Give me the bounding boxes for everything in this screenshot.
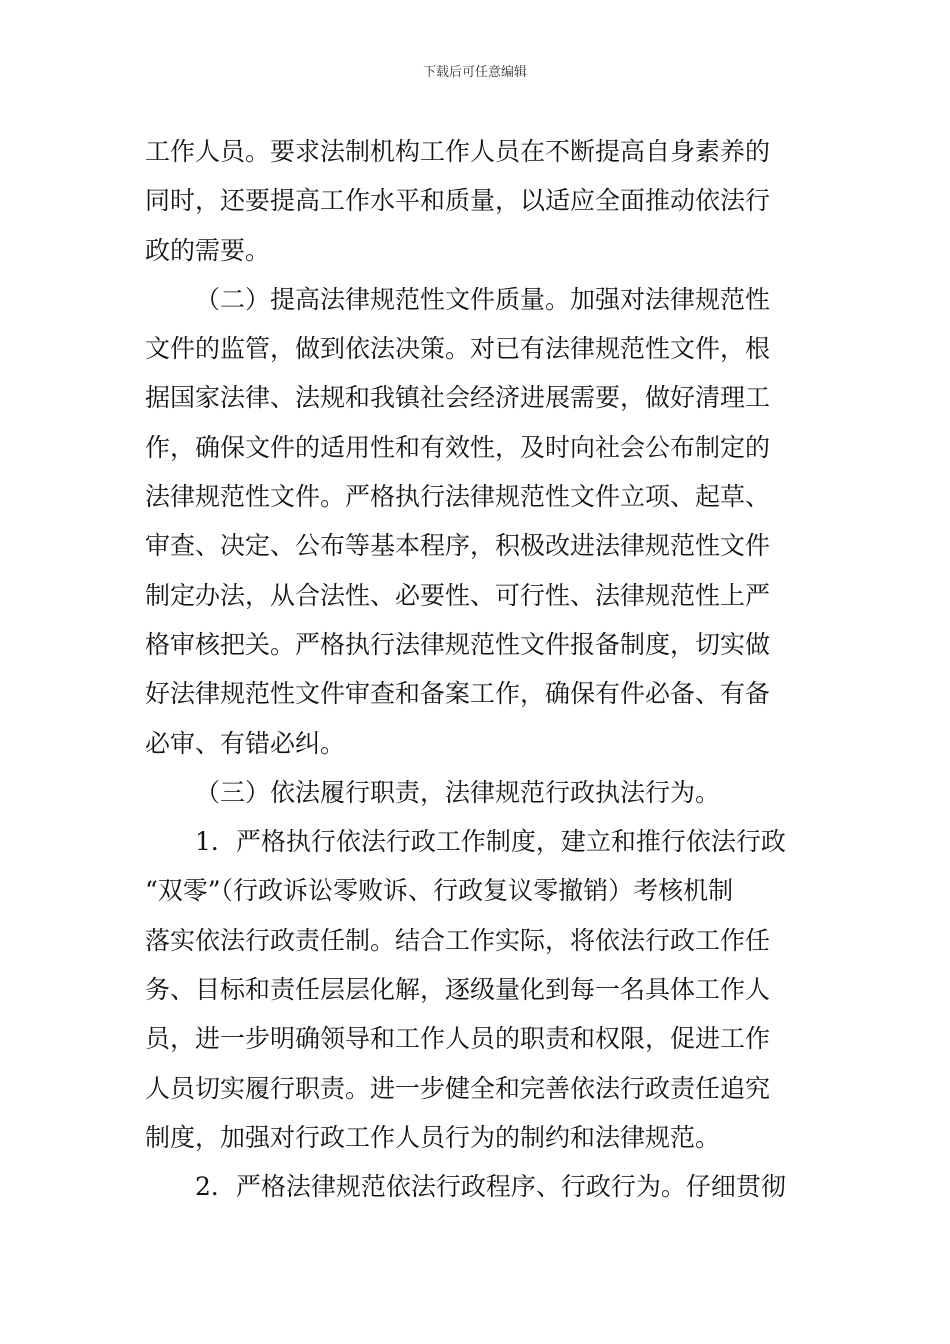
text-line: 审查、决定、公布等基本程序，积极改进法律规范性文件 bbox=[145, 531, 771, 561]
text-line: 好法律规范性文件审查和备案工作，确保有件必备、有备 bbox=[145, 679, 771, 709]
text-line: 工作人员。要求法制机构工作人员在不断提高自身素养的 bbox=[145, 137, 771, 166]
text-line: （三）依法履行职责，法律规范行政执法行为。 bbox=[195, 777, 721, 807]
text-line: 务、目标和责任层层化解，逐级量化到每一名具体工作人 bbox=[145, 975, 771, 1005]
text-line: 制定办法，从合法性、必要性、可行性、法律规范性上严 bbox=[145, 580, 771, 610]
text-line: “双零”（行政诉讼零败诉、行政复议零撤销）考核机制 bbox=[145, 876, 734, 906]
text-line: 落实依法行政责任制。结合工作实际，将依法行政工作任 bbox=[145, 925, 771, 955]
page-header: 下载后可任意编辑 bbox=[422, 65, 527, 80]
text-line: 必审、有错必纠。 bbox=[145, 728, 346, 758]
text-line: 制度，加强对行政工作人员行为的制约和法律规范。 bbox=[145, 1122, 721, 1152]
text-line: （二）提高法律规范性文件质量。加强对法律规范性 bbox=[195, 284, 771, 314]
text-line: 作，确保文件的适用性和有效性，及时向社会公布制定的 bbox=[145, 432, 771, 462]
document-body bbox=[145, 127, 810, 1212]
text-line: 政的需要。 bbox=[145, 235, 271, 265]
text-line: 1．严格执行依法行政工作制度，建立和推行依法行政 bbox=[195, 827, 786, 857]
text-line: 员，进一步明确领导和工作人员的职责和权限，促进工作 bbox=[145, 1024, 771, 1054]
text-line: 文件的监管，做到依法决策。对已有法律规范性文件，根 bbox=[145, 334, 771, 364]
text-line: 法律规范性文件。严格执行法律规范性文件立项、起草、 bbox=[145, 482, 771, 512]
text-line: 人员切实履行职责。进一步健全和完善依法行政责任追究 bbox=[145, 1073, 771, 1103]
text-line: 据国家法律、法规和我镇社会经济进展需要，做好清理工 bbox=[145, 383, 771, 413]
text-line: 2．严格法律规范依法行政程序、行政行为。仔细贯彻 bbox=[195, 1172, 786, 1202]
text-line: 同时，还要提高工作水平和质量，以适应全面推动依法行 bbox=[145, 186, 771, 216]
text-line: 格审核把关。严格执行法律规范性文件报备制度，切实做 bbox=[145, 629, 771, 659]
